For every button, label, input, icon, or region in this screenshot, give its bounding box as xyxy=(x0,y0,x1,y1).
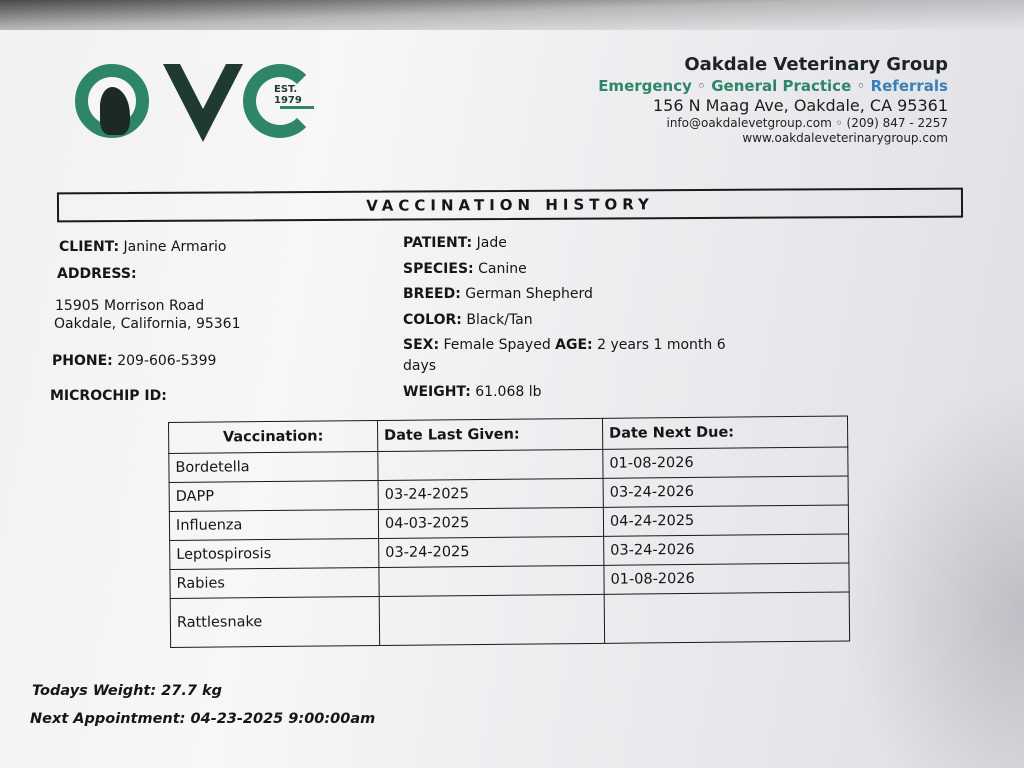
date-last-given xyxy=(378,449,603,480)
document-title: VACCINATION HISTORY xyxy=(366,195,654,215)
vaccine-name: Influenza xyxy=(169,509,378,540)
species-value: Canine xyxy=(478,261,527,277)
service-separator: ◦ xyxy=(856,77,866,95)
date-next-due xyxy=(604,592,849,643)
breed-value: German Shepherd xyxy=(465,286,593,302)
vaccine-name: DAPP xyxy=(169,480,378,511)
sex-label: SEX: xyxy=(403,337,440,353)
clinic-services xyxy=(598,77,948,95)
weight-label: WEIGHT: xyxy=(403,384,471,400)
patient-value: Jade xyxy=(476,235,507,251)
logo-established: EST. 1979 xyxy=(273,84,315,106)
page-shadow-right xyxy=(844,380,1024,768)
client-field xyxy=(59,239,226,255)
date-next-due: 04-24-2025 xyxy=(603,505,848,536)
breed-field xyxy=(403,286,593,302)
dog-silhouette-icon xyxy=(100,87,130,135)
page-shadow-top xyxy=(0,0,1024,30)
date-next-due: 03-24-2026 xyxy=(603,476,848,507)
date-last-given: 03-24-2025 xyxy=(379,536,604,567)
service-emergency: Emergency xyxy=(598,77,692,95)
service-separator: ◦ xyxy=(697,77,706,95)
logo-o-ring xyxy=(75,64,149,138)
address-field xyxy=(57,266,137,282)
date-next-due: 03-24-2026 xyxy=(604,534,849,565)
color-value: Black/Tan xyxy=(466,312,533,328)
color-label: COLOR: xyxy=(403,312,462,328)
sex-value: Female Spayed xyxy=(443,337,551,353)
document-title-bar xyxy=(57,188,963,223)
clinic-website: www.oakdaleveterinarygroup.com xyxy=(742,131,948,145)
species-field xyxy=(403,261,527,277)
patient-field xyxy=(403,235,507,251)
weight-field xyxy=(403,384,541,400)
species-label: SPECIES: xyxy=(403,261,474,277)
age-label: AGE: xyxy=(555,337,593,353)
date-last-given: 03-24-2025 xyxy=(378,478,603,509)
table-row xyxy=(170,592,849,648)
address-label: ADDRESS: xyxy=(57,266,137,282)
clinic-address: 156 N Maag Ave, Oakdale, CA 95361 xyxy=(652,96,948,115)
microchip-label: MICROCHIP ID: xyxy=(50,388,167,404)
breed-label: BREED: xyxy=(403,286,461,302)
service-general-practice: General Practice xyxy=(711,77,852,95)
weight-value: 61.068 lb xyxy=(475,384,542,400)
date-next-due: 01-08-2026 xyxy=(603,447,848,478)
vaccination-table xyxy=(168,415,850,648)
clinic-name: Oakdale Veterinary Group xyxy=(684,54,948,75)
vaccine-name: Rattlesnake xyxy=(170,596,379,647)
clinic-contact: info@oakdalevetgroup.com ◦ (209) 847 - 2257 xyxy=(666,116,948,130)
patient-label: PATIENT: xyxy=(403,235,473,251)
ovg-logo xyxy=(75,62,315,152)
client-value: Janine Armario xyxy=(123,239,227,255)
service-referrals: Referrals xyxy=(870,77,948,95)
date-next-due: 01-08-2026 xyxy=(604,563,849,594)
todays-weight: Todays Weight: 27.7 kg xyxy=(32,683,223,699)
clinic-header xyxy=(598,54,948,145)
vaccine-name: Leptospirosis xyxy=(170,538,379,569)
logo-v-cutout xyxy=(180,64,226,109)
date-last-given xyxy=(379,565,604,596)
vaccine-name: Rabies xyxy=(170,567,379,598)
date-last-given xyxy=(379,594,604,645)
vaccine-name: Bordetella xyxy=(169,451,378,482)
age-value: 2 years 1 month 6 xyxy=(597,337,726,353)
color-field xyxy=(403,312,533,328)
phone-label: PHONE: xyxy=(52,353,113,369)
phone-value: 209-606-5399 xyxy=(117,353,217,369)
address-line-2: Oakdale, California, 95361 xyxy=(54,316,241,332)
header-date-last-given: Date Last Given: xyxy=(377,418,602,451)
address-line-1: 15905 Morrison Road xyxy=(55,298,205,314)
microchip-field xyxy=(50,388,167,404)
header-vaccination: Vaccination: xyxy=(169,420,378,453)
age-value-continued: days xyxy=(403,358,437,374)
next-appointment: Next Appointment: 04-23-2025 9:00:00am xyxy=(30,711,376,727)
sex-age-field xyxy=(403,337,726,353)
header-date-next-due: Date Next Due: xyxy=(602,416,847,449)
date-last-given: 04-03-2025 xyxy=(378,507,603,538)
client-label: CLIENT: xyxy=(59,239,120,255)
phone-field xyxy=(52,353,216,369)
